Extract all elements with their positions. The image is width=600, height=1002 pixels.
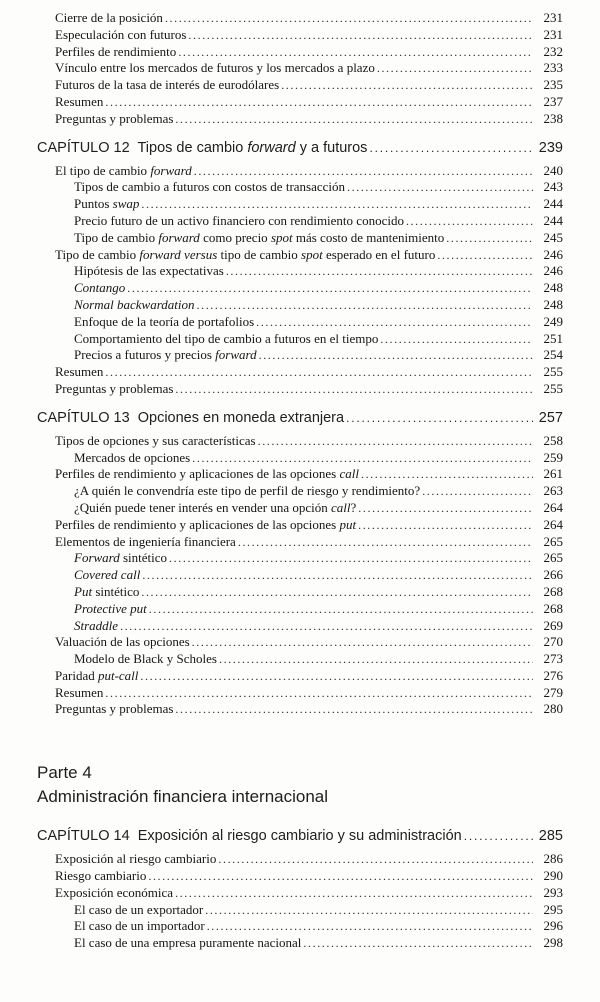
toc-entry-title: Resumen — [55, 93, 104, 109]
dot-leader — [358, 517, 533, 534]
toc-entry — [37, 601, 563, 618]
dot-leader — [369, 139, 533, 158]
toc-entry — [37, 685, 563, 702]
toc-entry — [37, 331, 563, 348]
toc-entry-page: 280 — [543, 701, 563, 717]
chapter-heading — [37, 827, 563, 846]
toc-entry — [37, 94, 563, 111]
dot-leader — [178, 44, 533, 61]
toc-entry — [37, 500, 563, 517]
toc-entry — [37, 701, 563, 718]
toc-entry-title: Valuación de las opciones — [55, 634, 190, 650]
toc-entry-title: Resumen — [55, 364, 104, 380]
toc-entry-title: Mercados de opciones — [74, 449, 191, 465]
toc-entry-title: Futuros de la tasa de interés de eurodólares — [55, 77, 280, 93]
toc-entry — [37, 280, 563, 297]
toc-entry — [37, 483, 563, 500]
toc-entry — [37, 196, 563, 213]
toc-entry — [37, 247, 563, 264]
toc-entry-title: Puntos swap — [74, 196, 140, 212]
toc-entry-page: 259 — [543, 449, 563, 465]
toc-entry — [37, 263, 563, 280]
chapter-heading — [37, 409, 563, 428]
dot-leader — [238, 534, 533, 551]
toc-entry — [37, 534, 563, 551]
toc-entry-page: 279 — [543, 684, 563, 700]
toc-entry-page: 248 — [543, 296, 563, 312]
toc-entry-page: 296 — [543, 918, 563, 934]
toc-entry-page: 251 — [543, 330, 563, 346]
chapter-title: CAPÍTULO 13 Opciones en moneda extranjera — [37, 409, 345, 426]
toc-entry-page: 231 — [543, 26, 563, 42]
toc-entry-page: 258 — [543, 432, 563, 448]
toc-entry — [37, 433, 563, 450]
dot-leader — [175, 701, 533, 718]
toc-entry — [37, 44, 563, 61]
dot-leader — [377, 60, 533, 77]
dot-leader — [281, 77, 533, 94]
dot-leader — [259, 347, 533, 364]
dot-leader — [169, 550, 533, 567]
toc-entry-title: Put sintético — [74, 583, 140, 599]
toc-entry-title: Comportamiento del tipo de cambio a futuros en el tiempo — [74, 330, 379, 346]
toc-entry-page: 266 — [543, 567, 563, 583]
toc-entry-page: 243 — [543, 179, 563, 195]
toc-entry-title: Riesgo cambiario — [55, 868, 147, 884]
toc-entry-page: 268 — [543, 600, 563, 616]
dot-leader — [192, 450, 533, 467]
toc-entry-title: Contango — [74, 280, 126, 296]
toc-entry — [37, 550, 563, 567]
part-title: Administración financiera internacional — [37, 787, 329, 807]
toc-entry-page: 255 — [543, 364, 563, 380]
toc-entry — [37, 868, 563, 885]
toc-entry-page: 295 — [543, 901, 563, 917]
dot-leader — [219, 651, 533, 668]
toc-entry — [37, 584, 563, 601]
dot-leader — [194, 163, 533, 180]
toc-entry-title: Resumen — [55, 684, 104, 700]
toc-entry — [37, 567, 563, 584]
dot-leader — [346, 409, 533, 428]
dot-leader — [258, 433, 533, 450]
toc-entry-title: Enfoque de la teoría de portafolios — [74, 313, 255, 329]
toc-entry-title: Protective put — [74, 600, 147, 616]
dot-leader — [175, 381, 533, 398]
dot-leader — [140, 668, 533, 685]
toc-entry — [37, 10, 563, 27]
toc-entry — [37, 851, 563, 868]
toc-entry — [37, 364, 563, 381]
toc-entry-page: 261 — [543, 466, 563, 482]
chapter-title: CAPÍTULO 14 Exposición al riesgo cambiario y su administración — [37, 828, 462, 845]
toc-entry-title: Tipo de cambio forward como precio spot más costo de mantenimiento — [74, 229, 445, 245]
toc-entry-title: El caso de una empresa puramente nacional — [74, 935, 302, 951]
dot-leader — [105, 94, 533, 111]
part-number: Parte 4 — [37, 763, 92, 783]
dot-leader — [165, 10, 533, 27]
dot-leader — [148, 868, 533, 885]
toc-entry-page: 265 — [543, 550, 563, 566]
toc-entry-title: Preguntas y problemas — [55, 110, 174, 126]
toc-entry-title: Tipos de opciones y sus características — [55, 432, 256, 448]
toc-entry-title: Forward sintético — [74, 550, 168, 566]
toc-entry — [37, 902, 563, 919]
toc-entry — [37, 77, 563, 94]
toc-entry-page: 231 — [543, 10, 563, 25]
toc-entry-page: 290 — [543, 868, 563, 884]
toc-entry-title: Precio futuro de un activo financiero con rendimiento conocido — [74, 212, 404, 228]
dot-leader — [361, 466, 533, 483]
toc-entry-title: Perfiles de rendimiento y aplicaciones de las opciones call — [55, 466, 359, 482]
dot-leader — [347, 179, 533, 196]
toc-entry-title: Paridad put-call — [55, 667, 139, 683]
toc-entry-title: Tipos de cambio a futuros con costos de transacción — [74, 179, 346, 195]
toc-entry — [37, 668, 563, 685]
toc-entry-page: 298 — [543, 935, 563, 951]
toc-entry-page: 293 — [543, 884, 563, 900]
toc-entry — [37, 347, 563, 364]
toc-entry-page: 244 — [543, 196, 563, 212]
toc-entry — [37, 230, 563, 247]
toc-entry-title: Modelo de Black y Scholes — [74, 651, 217, 667]
toc-entry-page: 249 — [543, 313, 563, 329]
toc-entry — [37, 517, 563, 534]
chapter-page: 239 — [538, 139, 563, 156]
toc-entry-title: Preguntas y problemas — [55, 380, 174, 396]
toc-entry-title: Normal backwardation — [74, 296, 195, 312]
toc-entry — [37, 60, 563, 77]
chapter-page: 257 — [538, 409, 563, 426]
toc-entry-page: 237 — [543, 93, 563, 109]
toc-entry — [37, 179, 563, 196]
toc-entry — [37, 618, 563, 635]
toc-entry — [37, 918, 563, 935]
toc-entry — [37, 885, 563, 902]
toc-entry-page: 270 — [543, 634, 563, 650]
toc-entry-page: 233 — [543, 60, 563, 76]
toc-entry-page: 245 — [543, 229, 563, 245]
toc-entry-page: 263 — [543, 483, 563, 499]
toc-entry-title: El caso de un exportador — [74, 901, 204, 917]
toc-entry — [37, 27, 563, 44]
toc-entry — [37, 314, 563, 331]
toc-entry-page: 264 — [543, 516, 563, 532]
toc-entry — [37, 381, 563, 398]
dot-leader — [205, 902, 533, 919]
toc-entry-title: Perfiles de rendimiento — [55, 43, 177, 59]
dot-leader — [120, 618, 533, 635]
dot-leader — [464, 827, 533, 846]
toc-entry-page: 273 — [543, 651, 563, 667]
toc-entry — [37, 297, 563, 314]
toc-entry-title: Precios a futuros y precios forward — [74, 347, 257, 363]
toc-entry-title: Exposición al riesgo cambiario — [55, 851, 217, 867]
toc-entry-page: 255 — [543, 380, 563, 396]
dot-leader — [105, 685, 533, 702]
toc-entry-title: Vínculo entre los mercados de futuros y los mercados a plazo — [55, 60, 375, 76]
toc-entry-title: Preguntas y problemas — [55, 701, 174, 717]
dot-leader — [446, 230, 533, 247]
toc-entry-title: Exposición económica — [55, 884, 174, 900]
dot-leader — [437, 247, 533, 264]
toc-entry-title: Cierre de la posición — [55, 10, 163, 25]
toc-entry-page: 238 — [543, 110, 563, 126]
toc-entry — [37, 163, 563, 180]
toc-entry-title: Perfiles de rendimiento y aplicaciones de las opciones put — [55, 516, 357, 532]
toc-entry-title: El caso de un importador — [74, 918, 205, 934]
toc-entry-page: 232 — [543, 43, 563, 59]
dot-leader — [422, 483, 533, 500]
toc-entry — [37, 111, 563, 128]
toc-entry-title: El tipo de cambio forward — [55, 162, 192, 178]
toc-entry-page: 276 — [543, 667, 563, 683]
dot-leader — [380, 331, 533, 348]
dot-leader — [141, 584, 533, 601]
dot-leader — [218, 851, 533, 868]
toc-entry-page: 268 — [543, 583, 563, 599]
toc-entry — [37, 213, 563, 230]
toc-entry-title: Especulación con futuros — [55, 26, 187, 42]
toc-entry — [37, 634, 563, 651]
toc-entry — [37, 450, 563, 467]
dot-leader — [197, 297, 534, 314]
toc-entry-page: 286 — [543, 851, 563, 867]
toc-entry — [37, 466, 563, 483]
dot-leader — [207, 918, 533, 935]
dot-leader — [127, 280, 533, 297]
toc-entry-page: 248 — [543, 280, 563, 296]
dot-leader — [192, 634, 533, 651]
toc-entry-page: 265 — [543, 533, 563, 549]
dot-leader — [406, 213, 533, 230]
toc-entry-page: 269 — [543, 617, 563, 633]
toc-entry-title: ¿A quién le convendría este tipo de perfil de riesgo y rendimiento? — [74, 483, 421, 499]
chapter-page: 285 — [538, 828, 563, 845]
dot-leader — [226, 263, 533, 280]
dot-leader — [141, 196, 533, 213]
chapter-heading — [37, 139, 563, 158]
toc-entry — [37, 935, 563, 952]
toc-entry-title: Elementos de ingeniería financiera — [55, 533, 236, 549]
toc-entry-title: ¿Quién puede tener interés en vender una opción call? — [74, 499, 357, 515]
toc-entry-page: 244 — [543, 212, 563, 228]
toc-entry-title: Covered call — [74, 567, 141, 583]
toc-entry-title: Tipo de cambio forward versus tipo de cambio spot esperado en el futuro — [55, 246, 436, 262]
dot-leader — [142, 567, 533, 584]
toc-entry-title: Straddle — [74, 617, 119, 633]
dot-leader — [149, 601, 533, 618]
dot-leader — [358, 500, 533, 517]
toc-entry-page: 246 — [543, 246, 563, 262]
toc-entry-page: 254 — [543, 347, 563, 363]
toc-entry-page: 240 — [543, 162, 563, 178]
toc-entry-page: 246 — [543, 263, 563, 279]
dot-leader — [303, 935, 533, 952]
dot-leader — [175, 111, 533, 128]
dot-leader — [256, 314, 533, 331]
chapter-title: CAPÍTULO 12 Tipos de cambio forward y a futuros — [37, 139, 368, 156]
toc-entry-page: 235 — [543, 77, 563, 93]
dot-leader — [175, 885, 533, 902]
toc-entry — [37, 651, 563, 668]
dot-leader — [188, 27, 533, 44]
dot-leader — [105, 364, 533, 381]
toc-entry-title: Hipótesis de las expectativas — [74, 263, 224, 279]
toc-entry-page: 264 — [543, 499, 563, 515]
